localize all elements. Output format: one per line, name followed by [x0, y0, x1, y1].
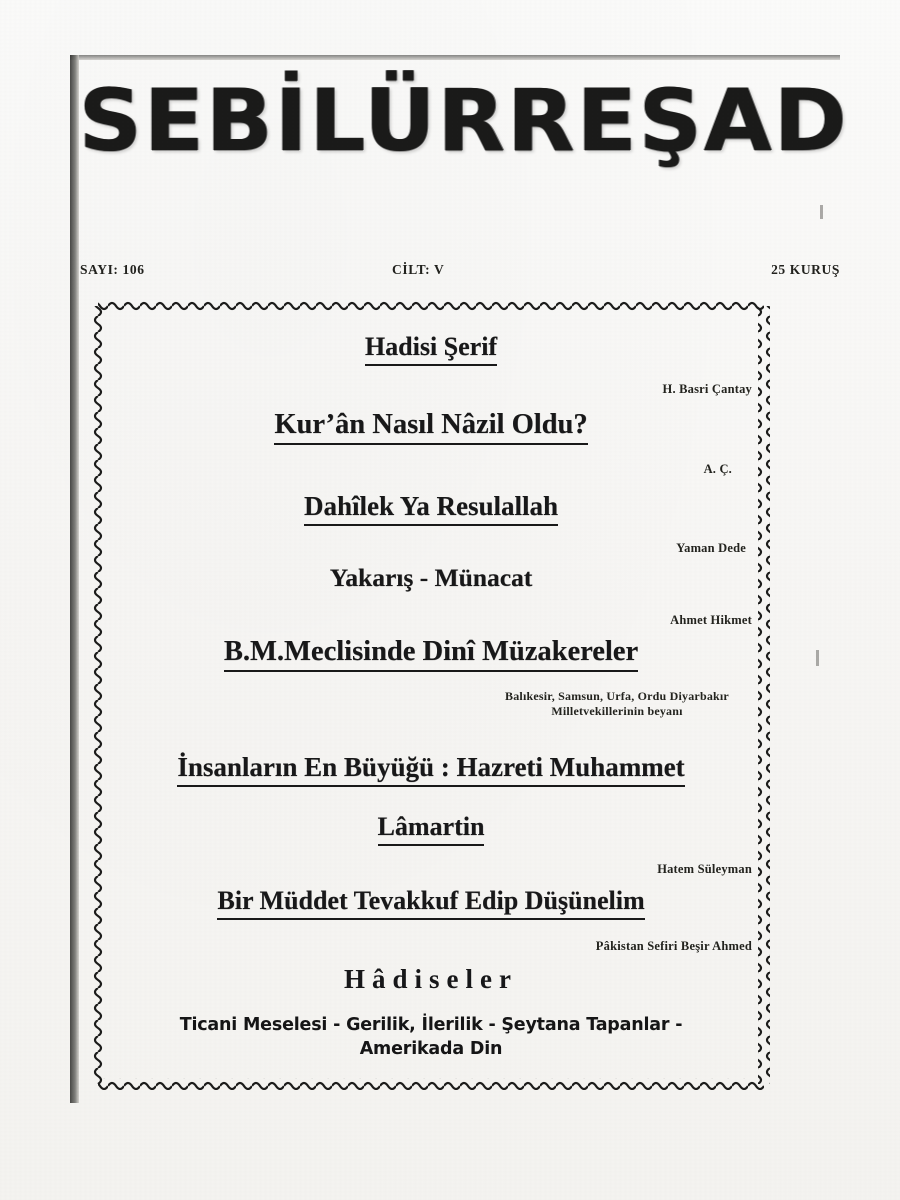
toc-author-7-row	[106, 939, 756, 954]
toc-author-4-row	[106, 689, 756, 718]
toc-item-5[interactable]	[106, 752, 756, 787]
issue-price: 25 KURUŞ	[771, 262, 840, 277]
toc-author-3-row	[106, 613, 756, 628]
toc-author-6-row	[106, 862, 756, 877]
toc-author-6: Hatem Süleyman	[657, 862, 752, 876]
toc-title-5: İnsanların En Büyüğü : Hazreti Muhammet	[106, 752, 756, 787]
scan-speck	[820, 205, 823, 219]
scan-left-edge	[70, 55, 79, 1103]
toc-title-7: Bir Müddet Tevakkuf Edip Düşünelim	[106, 886, 756, 920]
toc-title-4: B.M.Meclisinde Dinî Müzakereler	[106, 636, 756, 672]
toc-author-1: A. Ç.	[703, 462, 732, 476]
toc-title-0: Hadisi Şerif	[106, 332, 756, 366]
toc-item-7[interactable]	[106, 886, 756, 920]
toc-author-3: Ahmet Hikmet	[670, 613, 752, 627]
toc-item-3[interactable]	[106, 563, 756, 593]
toc-author-0: H. Basri Çantay	[662, 382, 752, 396]
toc-author-2-row	[106, 541, 756, 556]
issue-info-line	[80, 262, 840, 284]
hadiseler-summary-line2: Amerikada Din	[359, 1038, 503, 1059]
toc-item-0[interactable]	[106, 332, 756, 366]
toc-title-3: Yakarış - Münacat	[329, 563, 533, 592]
hadiseler-summary	[106, 1014, 756, 1061]
toc-author-7: Pâkistan Sefiri Beşir Ahmed	[595, 939, 752, 953]
toc-item-1[interactable]	[106, 409, 756, 445]
toc-author-0-row	[106, 382, 756, 397]
toc-item-2[interactable]	[106, 491, 756, 526]
contents-list	[106, 314, 756, 1076]
toc-author-4: Balıkesir, Samsun, Urfa, Ordu Diyarbakır Milletvekillerinin beyanı	[505, 689, 729, 718]
issue-volume: CİLT: V	[392, 262, 445, 277]
toc-item-6[interactable]	[106, 812, 756, 846]
toc-author-2: Yaman Dede	[676, 541, 746, 555]
scan-speck	[816, 650, 819, 666]
hadiseler-section[interactable]	[106, 964, 756, 995]
masthead	[78, 71, 849, 171]
toc-author-1-row	[106, 462, 756, 477]
hadiseler-summary-line1: Ticani Meselesi - Gerilik, İlerilik - Şeytana Tapanlar -	[179, 1015, 683, 1035]
contents-box	[92, 300, 770, 1090]
hadiseler-heading: Hâdiseler	[344, 964, 518, 994]
scan-top-edge	[70, 55, 840, 60]
toc-title-1: Kur’ân Nasıl Nâzil Oldu?	[106, 409, 756, 445]
toc-item-4[interactable]	[106, 636, 756, 672]
magazine-title: SEBİLÜRREŞAD	[78, 71, 849, 171]
toc-title-6: Lâmartin	[106, 812, 756, 846]
toc-title-2: Dahîlek Ya Resulallah	[106, 491, 756, 526]
issue-number: SAYI: 106	[80, 262, 145, 277]
